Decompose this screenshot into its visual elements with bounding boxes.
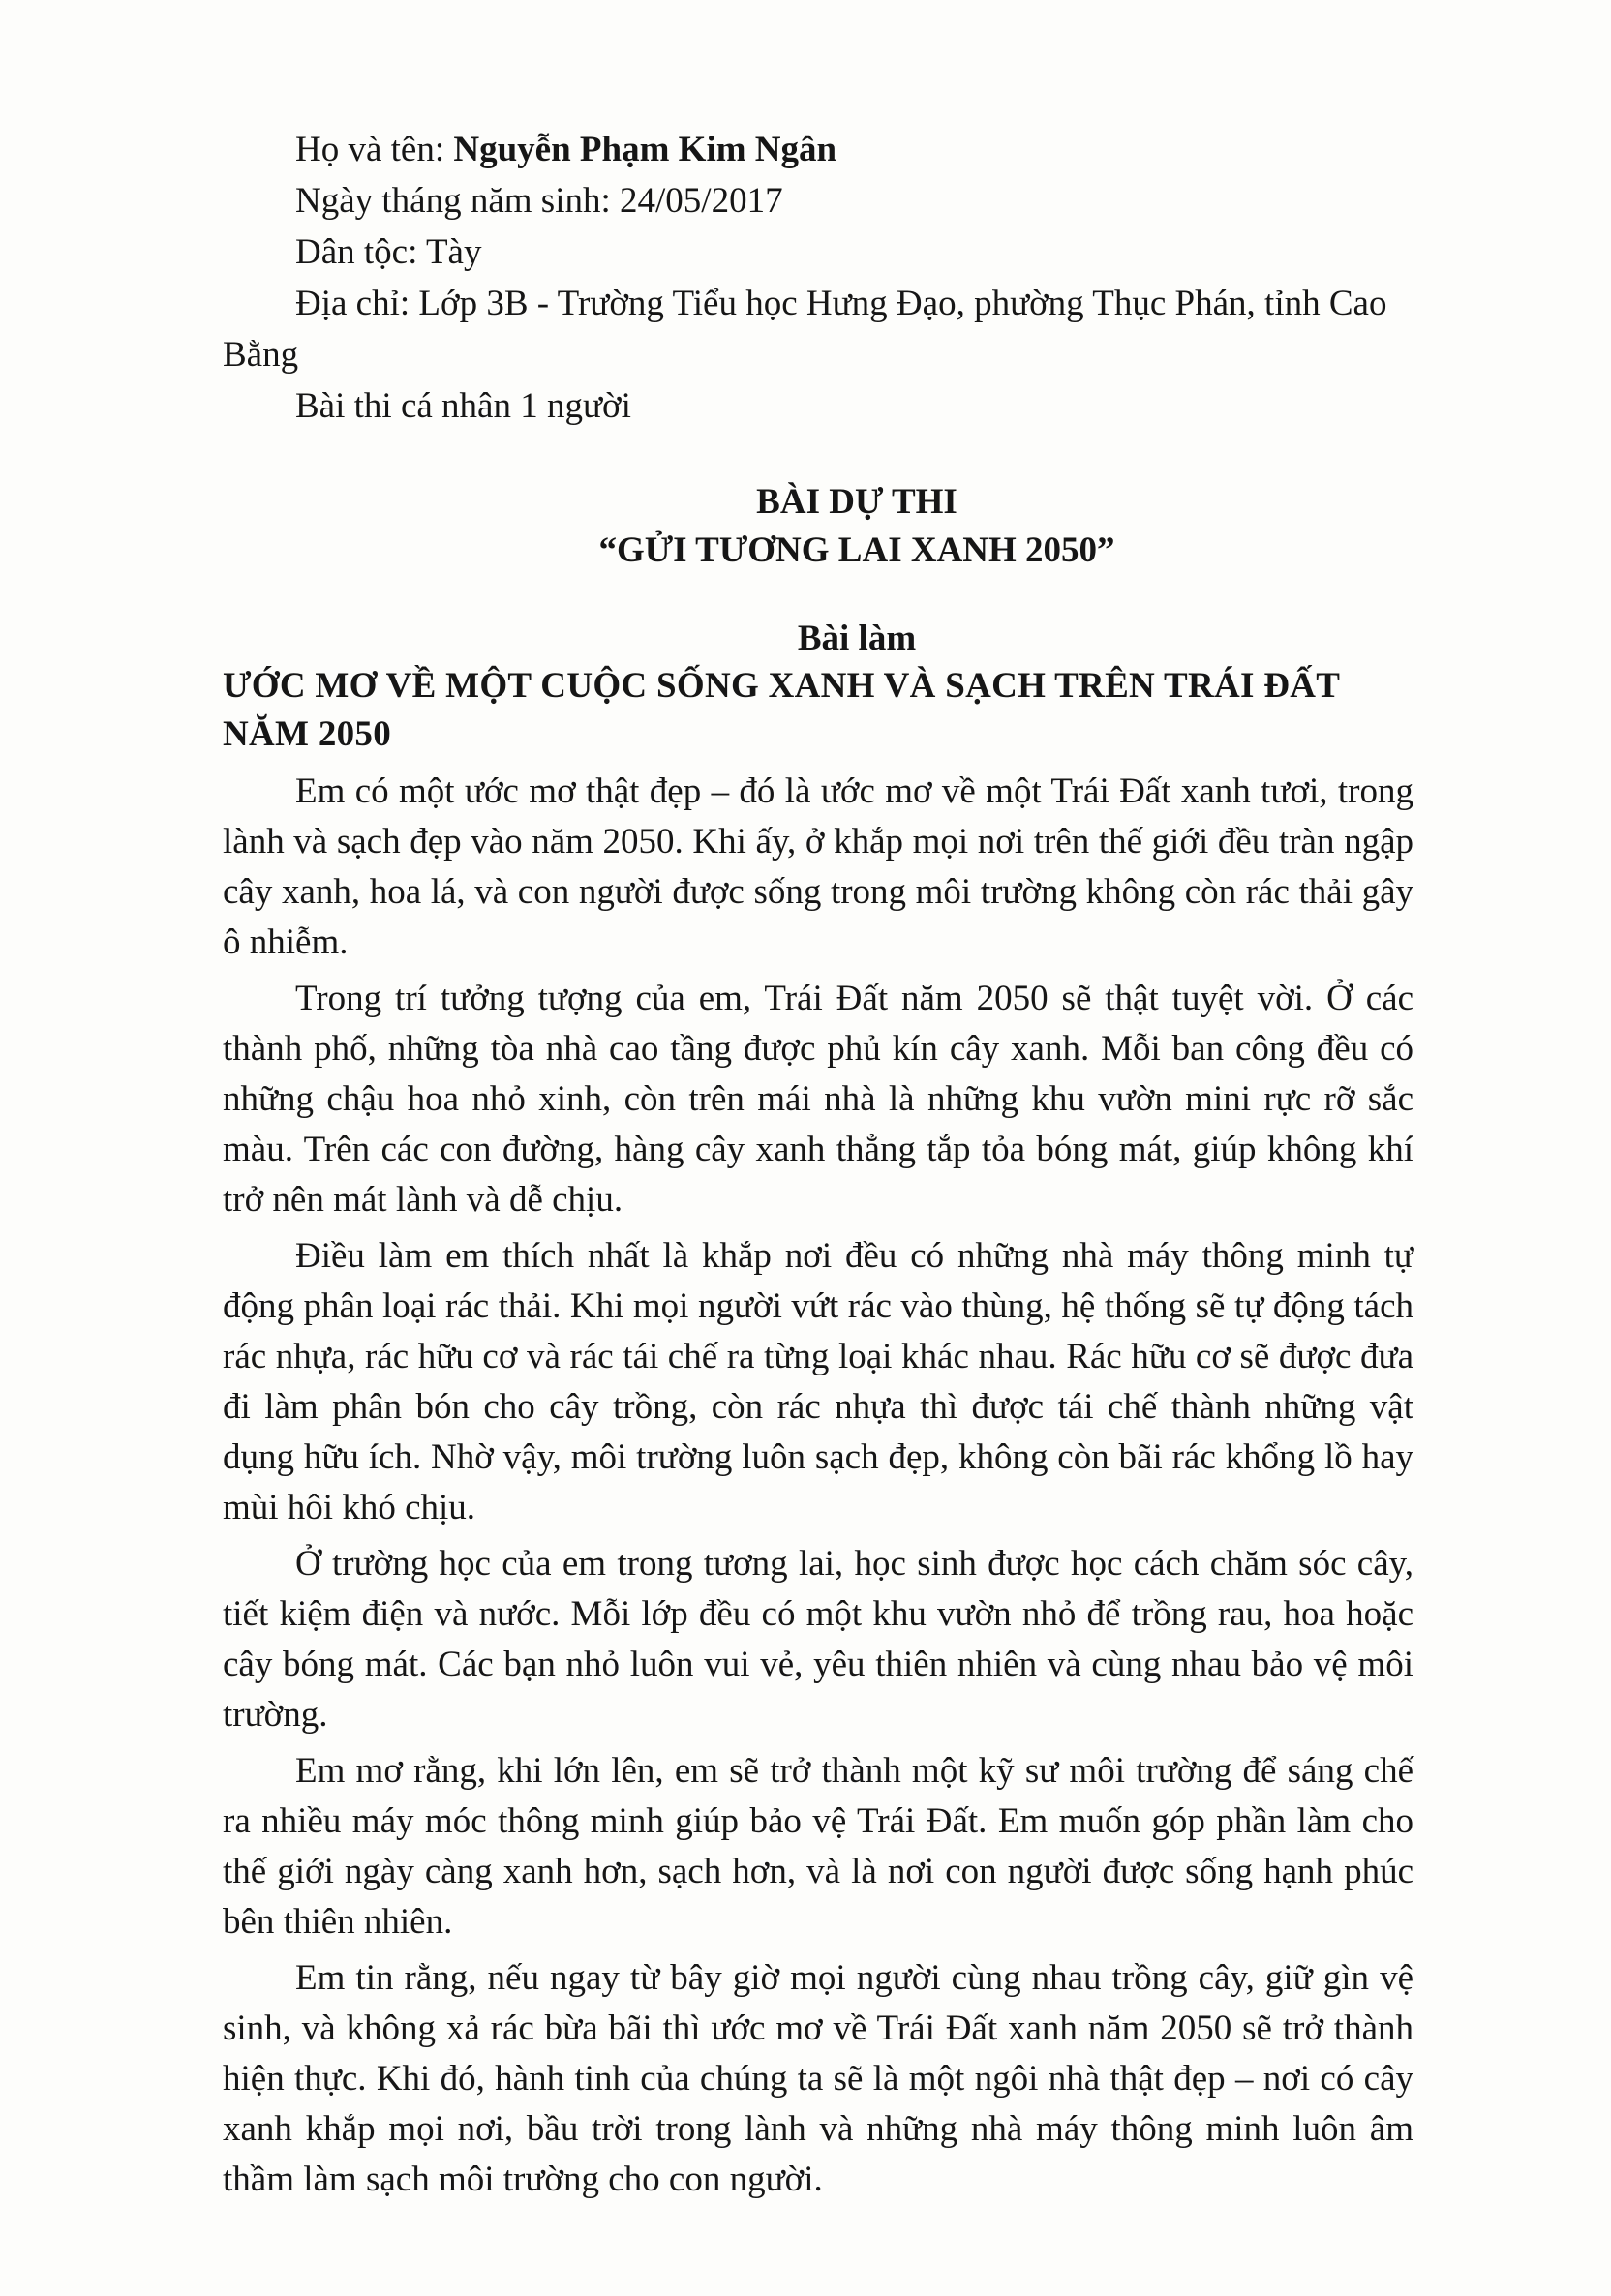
- entry-type: Bài thi cá nhân 1 người: [295, 386, 631, 426]
- essay-paragraph: Điều làm em thích nhất là khắp nơi đều có những nhà máy thông minh tự động phân loại rác thải. Khi mọi người vứt rác vào thùng, hệ thống sẽ tự động tách rác nhựa, rác hữu cơ và rác tái chế ra từng loại khác nhau. Rác hữu cơ sẽ được đưa đi làm phân bón cho cây trồng, còn rác nhựa thì được tái chế thành những vật dụng hữu ích. Nhờ vậy, môi trường luôn sạch đẹp, không còn bãi rác khổng lồ hay mùi hôi khó chịu.: [223, 1236, 1413, 1527]
- ethnicity: Dân tộc: Tày: [295, 232, 482, 272]
- contest-title: [223, 478, 1413, 575]
- contest-title-line-2: “GỬI TƯƠNG LAI XANH 2050”: [598, 530, 1115, 570]
- essay-paragraph: Em có một ước mơ thật đẹp – đó là ước mơ về một Trái Đất xanh tươi, trong lành và sạch đẹp vào năm 2050. Khi ấy, ở khắp mọi nơi trên thế giới đều tràn ngập cây xanh, hoa lá, và con người được sống trong môi trường không còn rác thải gây ô nhiễm.: [223, 771, 1413, 962]
- essay-paragraph: Em tin rằng, nếu ngay từ bây giờ mọi người cùng nhau trồng cây, giữ gìn vệ sinh, và không xả rác bừa bãi thì ước mơ về Trái Đất xanh năm 2050 sẽ trở thành hiện thực. Khi đó, hành tinh của chúng ta sẽ là một ngôi nhà thật đẹp – nơi có cây xanh khắp mọi nơi, bầu trời trong lành và những nhà máy thông minh luôn âm thầm làm sạch môi trường cho con người.: [223, 1958, 1413, 2199]
- date-of-birth: Ngày tháng năm sinh: 24/05/2017: [295, 181, 783, 221]
- student-name-label: Họ và tên:: [295, 130, 454, 169]
- student-name: Nguyễn Phạm Kim Ngân: [453, 130, 837, 169]
- essay-paragraph: Ở trường học của em trong tương lai, học sinh được học cách chăm sóc cây, tiết kiệm điện và nước. Mỗi lớp đều có một khu vườn nhỏ để trồng rau, hoa hoặc cây bóng mát. Các bạn nhỏ luôn vui vẻ, yêu thiên nhiên và cùng nhau bảo vệ môi trường.: [223, 1544, 1413, 1735]
- student-name-line: [223, 124, 1413, 175]
- essay-paragraph: Trong trí tưởng tượng của em, Trái Đất năm 2050 sẽ thật tuyệt vời. Ở các thành phố, những tòa nhà cao tầng được phủ kín cây xanh. Mỗi ban công đều có những chậu hoa nhỏ xinh, còn trên mái nhà là những khu vườn mini rực rỡ sắc màu. Trên các con đường, hàng cây xanh thẳng tắp tỏa bóng mát, giúp không khí trở nên mát lành và dễ chịu.: [223, 979, 1413, 1220]
- address: Địa chỉ: Lớp 3B - Trường Tiểu học Hưng Đạo, phường Thục Phán, tỉnh Cao Bằng: [223, 284, 1387, 375]
- section-label: Bài làm: [797, 619, 917, 658]
- essay-body: [223, 767, 1413, 2205]
- essay-heading: ƯỚC MƠ VỀ MỘT CUỘC SỐNG XANH VÀ SẠCH TRÊN TRÁI ĐẤT NĂM 2050: [223, 666, 1340, 754]
- document-content: [223, 124, 1413, 2211]
- essay-paragraph: Em mơ rằng, khi lớn lên, em sẽ trở thành một kỹ sư môi trường để sáng chế ra nhiều máy móc thông minh giúp bảo vệ Trái Đất. Em muốn góp phần làm cho thế giới ngày càng xanh hơn, sạch hơn, và là nơi con người được sống hạnh phúc bên thiên nhiên.: [223, 1751, 1413, 1942]
- contest-title-line-1: BÀI DỰ THI: [756, 482, 957, 522]
